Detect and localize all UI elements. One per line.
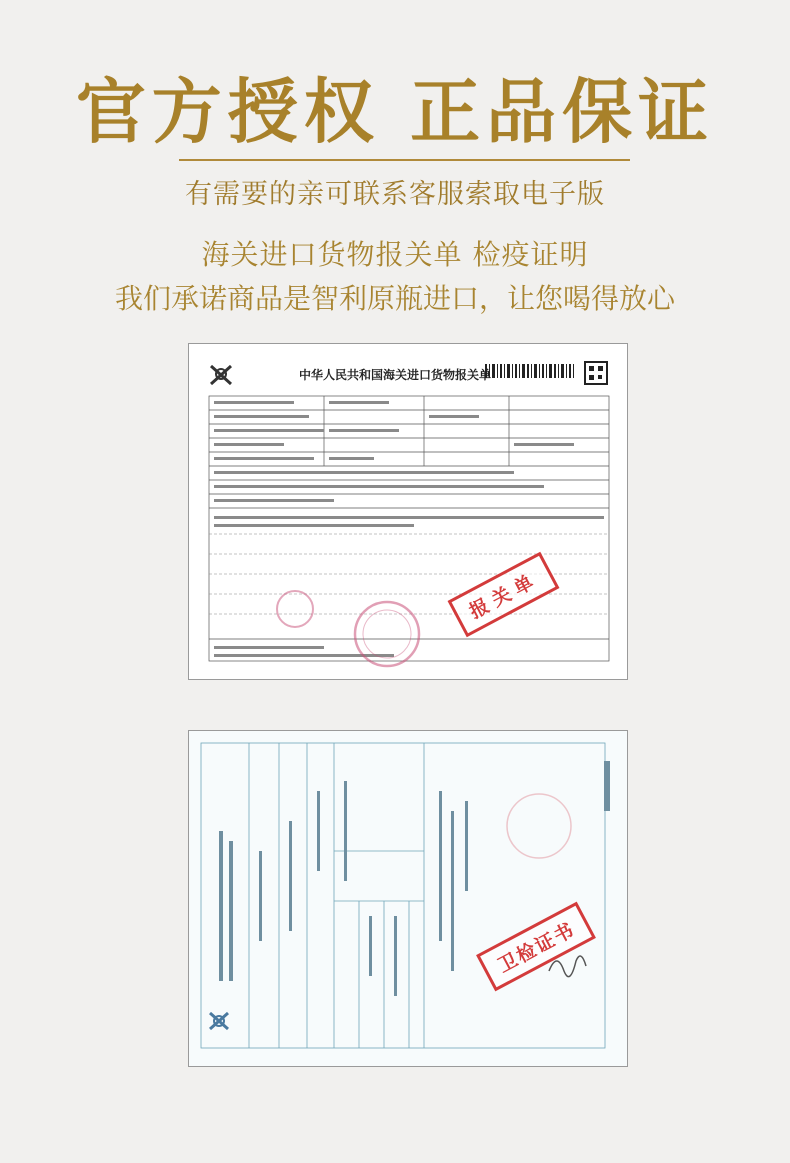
title-divider <box>179 159 630 161</box>
intro-line-2: 我们承诺商品是智利原瓶进口，让您喝得放心 <box>114 282 675 315</box>
customs-emblem-icon <box>211 366 231 384</box>
qr-code-icon <box>585 362 607 384</box>
customs-doc-title: 中华人民共和国海关进口货物报关单 <box>299 368 492 382</box>
customs-stamp: 报关单 <box>448 552 560 638</box>
subtitle: 有需要的亲可联系客服索取电子版 <box>185 179 605 210</box>
quarantine-stamp: 卫检证书 <box>476 902 596 992</box>
quarantine-certificate-image <box>189 731 627 1066</box>
quarantine-form-lines <box>189 731 627 1066</box>
customs-declaration-image <box>189 344 627 679</box>
barcode-icon <box>485 364 574 378</box>
customs-form-lines <box>189 344 627 679</box>
intro-line-1: 海关进口货物报关单 检疫证明 <box>201 238 589 271</box>
page-title: 官方授权 正品保证 <box>75 71 715 153</box>
